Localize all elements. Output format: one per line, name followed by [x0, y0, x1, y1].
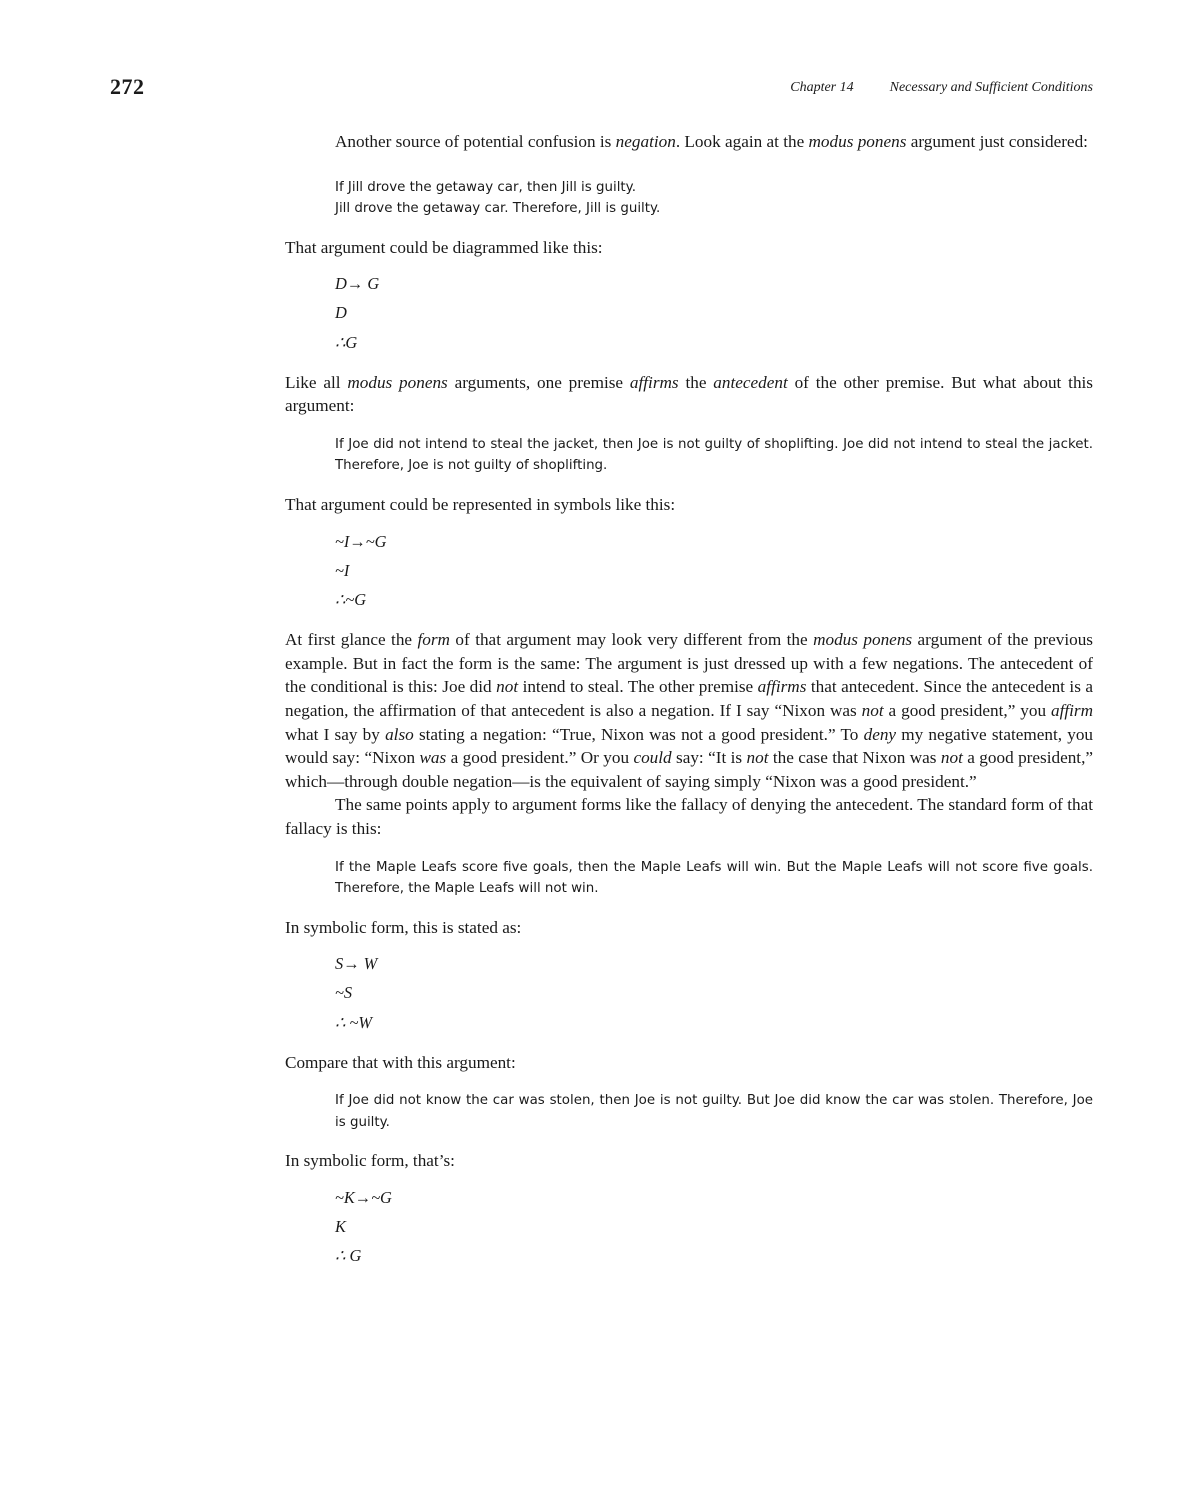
- page-body: [285, 130, 1093, 1271]
- chapter-label: Chapter 14: [790, 80, 854, 95]
- example-jill-line-1: If Jill drove the getaway car, then Jill is guilty.: [335, 179, 636, 195]
- symbol-line: ~I→~G: [335, 531, 387, 551]
- symbol-line: ∴ ~W: [335, 1012, 373, 1032]
- symbol-line: S→ W: [335, 954, 378, 974]
- paragraph-symbolic-form: In symbolic form, this is stated as:: [285, 917, 522, 937]
- symbol-line: ~S: [335, 983, 353, 1003]
- example-jill-line-2: Jill drove the getaway car. Therefore, Jill is guilty.: [335, 201, 661, 217]
- symbol-line: ∴G: [335, 332, 358, 352]
- example-joe-car: If Joe did not know the car was stolen, then Joe is not guilty. But Joe did know the car was stolen. Therefore, Joe is guilty.: [335, 1093, 1093, 1130]
- symbol-line: ~K→~G: [335, 1187, 392, 1207]
- paragraph-compare: Compare that with this argument:: [285, 1052, 516, 1072]
- symbol-line: D: [335, 303, 347, 323]
- example-maple-leafs: If the Maple Leafs score five goals, then the Maple Leafs will win. But the Maple Leafs will not score five goals. Therefore, the Maple Leafs will not win.: [335, 859, 1093, 897]
- symbol-line: ~I: [335, 560, 350, 580]
- running-head: [600, 80, 1093, 96]
- paragraph-symbols: That argument could be represented in symbols like this:: [285, 494, 676, 514]
- paragraph-negation-intro: Another source of potential confusion is negation. Look again at the modus ponens argument just considered:: [335, 132, 1088, 151]
- chapter-title: Necessary and Sufficient Conditions: [889, 80, 1093, 95]
- paragraph-denying-antecedent: The same points apply to argument forms like the fallacy of denying the antecedent. The standard form of that fallacy is this:: [285, 795, 1093, 838]
- example-joe-jacket: If Joe did not intend to steal the jacket, then Joe is not guilty of shoplifting. Joe did not intend to steal the jacket. Therefore, Joe is not guilty of shoplifting.: [335, 436, 1093, 474]
- page-number: 272: [110, 74, 145, 99]
- paragraph-diagrammed: That argument could be diagrammed like this:: [285, 237, 603, 257]
- symbol-line: ∴ G: [335, 1246, 362, 1266]
- symbol-line: K: [335, 1217, 346, 1237]
- paragraph-modus-ponens: Like all modus ponens arguments, one premise affirms the antecedent of the other premise. But what about this argument:: [285, 372, 1093, 416]
- symbol-line: ∴~G: [335, 589, 367, 609]
- paragraph-thats: In symbolic form, that’s:: [285, 1151, 455, 1171]
- symbol-line: D→ G: [335, 274, 380, 294]
- paragraph-first-glance: At first glance the form of that argument may look very different from the modus ponens argument of the previous example. But in fact the form is the same: The argument is just dressed up with a few negations. The antecedent of the conditional is this: Joe did not intend to steal. The other premise affirms that antecedent. Since the antecedent is a negation, the affirmation of that antecedent is also a negation. If I say “Nixon was not a good president,” you affirm what I say by also stating a negation: “True, Nixon was not a good president.” To deny my negative statement, you would say: “Nixon was a good president.” Or you could say: “It is not the case that Nixon was not a good president,” which—through double negation—is the equivalent of saying simply “Nixon was a good president.”: [285, 630, 1094, 791]
